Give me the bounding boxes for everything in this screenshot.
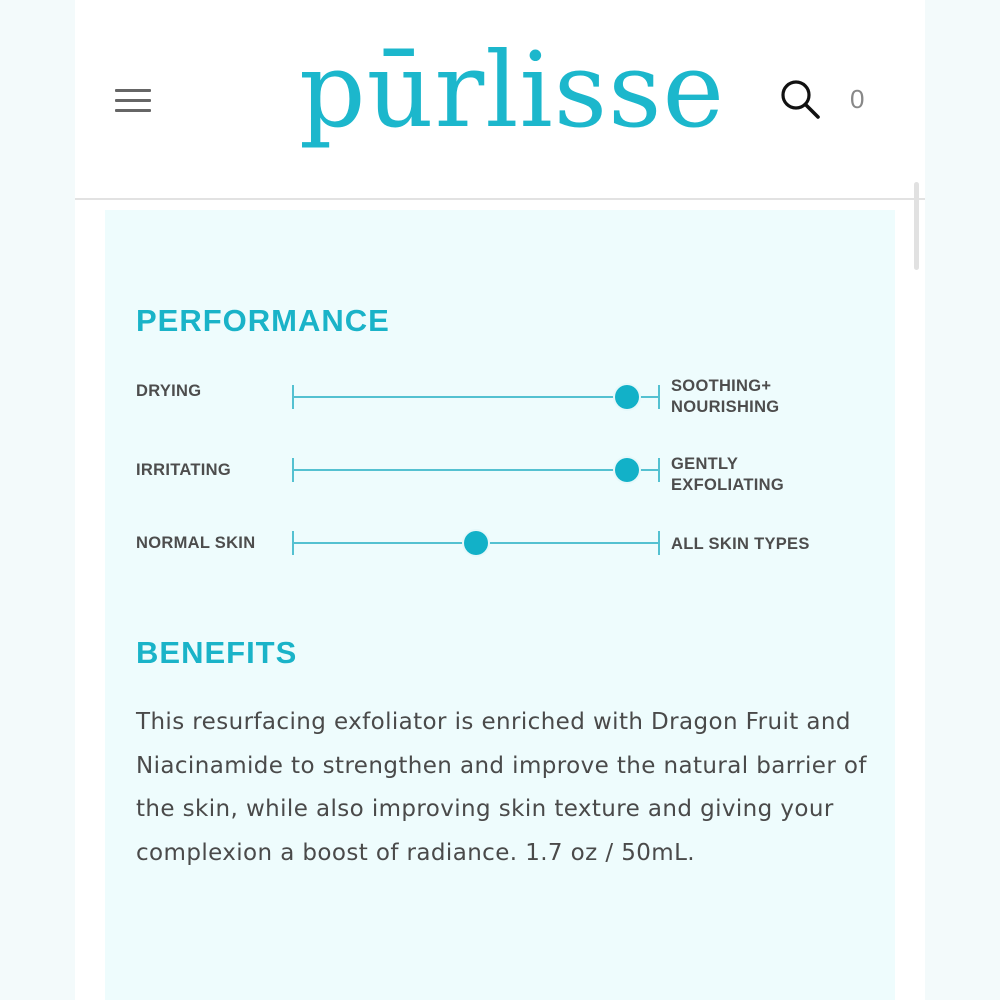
product-page [75, 0, 925, 1000]
scale-left-label: IRRITATING [136, 461, 231, 479]
scale-start-tick [292, 531, 294, 555]
scale-right-label [671, 454, 784, 496]
site-header [75, 0, 925, 200]
scale-left-label: DRYING [136, 382, 202, 400]
scale-right-label [671, 376, 779, 418]
scale-start-tick [292, 458, 294, 482]
scale-right-label-line: SOOTHING+ [671, 377, 772, 395]
performance-heading: PERFORMANCE [136, 303, 390, 338]
scale-track [292, 396, 660, 398]
product-details-panel [105, 210, 895, 1000]
background-edge-left [0, 0, 75, 1000]
brand-logo[interactable]: pūrlisse [299, 29, 726, 151]
scale-right-label [671, 534, 810, 555]
menu-bar [115, 89, 151, 92]
performance-scale [292, 455, 660, 485]
scale-left-label: NORMAL SKIN [136, 534, 256, 552]
scale-end-tick [658, 458, 660, 482]
scale-right-label-line: ALL SKIN TYPES [671, 535, 810, 553]
scale-right-label-line: EXFOLIATING [671, 476, 784, 494]
scale-right-label-line: GENTLY [671, 455, 739, 473]
cart-count[interactable]: 0 [850, 84, 865, 114]
scale-indicator [464, 531, 488, 555]
scale-track [292, 469, 660, 471]
performance-scale [292, 528, 660, 558]
background-edge-right [925, 0, 1000, 1000]
benefits-heading: BENEFITS [136, 635, 298, 670]
scale-indicator [615, 385, 639, 409]
scale-end-tick [658, 531, 660, 555]
hamburger-menu-icon[interactable] [115, 86, 153, 114]
scrollbar-thumb[interactable] [914, 182, 919, 270]
search-icon[interactable] [777, 76, 823, 122]
menu-bar [115, 99, 151, 102]
menu-bar [115, 109, 151, 112]
scale-indicator [615, 458, 639, 482]
scale-end-tick [658, 385, 660, 409]
scale-right-label-line: NOURISHING [671, 398, 780, 416]
benefits-description: This resurfacing exfoliator is enriched with Dragon Fruit and Niacinamide to strengthen and improve the natural barrier of the skin, while also improving skin texture and giving your complexion a boost of radiance. 1.7 oz / 50mL. [136, 709, 867, 866]
scale-start-tick [292, 385, 294, 409]
performance-scale [292, 382, 660, 412]
